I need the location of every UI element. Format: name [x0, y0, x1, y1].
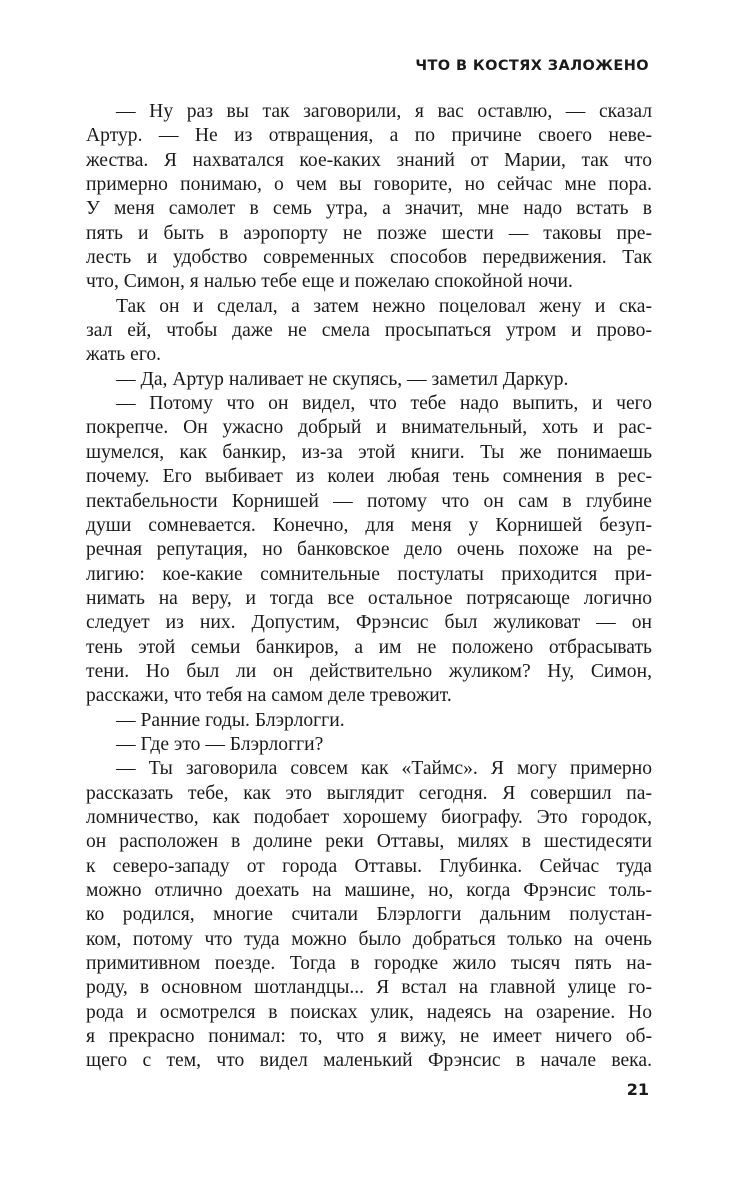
paragraph — [86, 392, 652, 708]
paragraph — [86, 709, 652, 733]
text-line: лигию: кое-какие сомнительные постулаты приходится при- — [86, 563, 652, 585]
text-line: Так он и сделал, а затем нежно поцеловал жену и ска- — [116, 295, 652, 317]
text-line: тени. Но был ли он действительно жуликом? Ну, Симон, — [86, 660, 652, 682]
text-line: — Да, Артур наливает не скупясь, — заметил Даркур. — [116, 368, 569, 390]
text-line: ко родился, многие считали Блэрлогги дальним полустан- — [86, 904, 652, 926]
paragraph — [86, 295, 652, 368]
text-line: лесть и удобство современных способов передвижения. Так — [86, 247, 652, 269]
text-line: тень этой семьи банкиров, а им не положено отбрасывать — [86, 636, 652, 658]
text-line: щего с тем, что видел маленький Фрэнсис в начале века. — [86, 1050, 652, 1072]
paragraph — [86, 757, 652, 1073]
body-text — [86, 100, 652, 1074]
text-line: речная репутация, но банковское дело очень похоже на ре- — [86, 539, 652, 561]
text-line: жать его. — [86, 344, 162, 366]
text-line: — Ранние годы. Блэрлогги. — [116, 709, 345, 731]
text-line: — Ты заговорила совсем как «Таймс». Я могу примерно — [116, 758, 652, 780]
text-line: ломничество, как подобает хорошему биографу. Это городок, — [86, 806, 652, 828]
text-line: — Потому что он видел, что тебе надо выпить, и чего — [116, 393, 652, 415]
text-line: шумелся, как банкир, из-за этой книги. Ты же понимаешь — [86, 441, 652, 463]
paragraph — [86, 368, 652, 392]
text-line: почему. Его выбивает из колеи любая тень сомнения в рес- — [86, 466, 652, 488]
text-line: следует из них. Допустим, Фрэнсис был жуликоват — он — [86, 612, 652, 634]
text-line: что, Симон, я налью тебе еще и пожелаю спокойной ночи. — [86, 271, 573, 293]
text-line: — Где это — Блэрлогги? — [116, 733, 324, 755]
text-line: покрепче. Он ужасно добрый и внимательный, хоть и рас- — [86, 417, 652, 439]
text-line: пять и быть в аэропорту не позже шести — таковы пре- — [86, 222, 652, 244]
text-line: жества. Я нахватался кое-каких знаний от Марии, так что — [86, 149, 652, 171]
paragraph — [86, 100, 652, 295]
text-line: примитивном поезде. Тогда в городке жило тысяч пять на- — [86, 953, 652, 975]
text-line: расскажи, что тебя на самом деле тревожит. — [86, 685, 452, 707]
text-line: Артур. — Не из отвращения, а по причине своего неве- — [86, 125, 652, 147]
page-number: 21 — [626, 1080, 649, 1099]
text-line: зал ей, чтобы даже не смела просыпаться утром и прово- — [86, 320, 652, 342]
text-line: роду, в основном шотландцы... Я встал на главной улице го- — [86, 977, 652, 999]
running-header: ЧТО В КОСТЯХ ЗАЛОЖЕНО — [415, 58, 649, 74]
text-line: — Ну раз вы так заговорили, я вас оставлю, — сказал — [116, 101, 652, 122]
text-line: пектабельности Корнишей — потому что он сам в глубине — [86, 490, 652, 512]
text-line: души сомневается. Конечно, для меня у Корнишей безуп- — [86, 514, 652, 536]
text-line: я прекрасно понимал: то, что я вижу, не имеет ничего об- — [86, 1026, 652, 1048]
text-line: рассказать тебе, как это выглядит сегодня. Я совершил па- — [86, 782, 652, 804]
text-line: ком, потому что туда можно было добраться только на очень — [86, 928, 652, 950]
text-line: примерно понимаю, о чем вы говорите, но сейчас мне пора. — [86, 174, 652, 196]
text-line: он расположен в долине реки Оттавы, милях в шестидесяти — [86, 831, 652, 853]
text-line: У меня самолет в семь утра, а значит, мне надо встать в — [86, 198, 652, 220]
paragraph — [86, 733, 652, 757]
text-line: рода и осмотрелся в поисках улик, надеясь на озарение. Но — [86, 1001, 652, 1023]
text-line: можно отлично доехать на машине, но, когда Фрэнсис толь- — [86, 880, 652, 901]
text-line: нимать на веру, и тогда все остальное потрясающе логично — [86, 587, 652, 609]
text-line: к северо-западу от города Оттавы. Глубинка. Сейчас туда — [86, 855, 652, 877]
